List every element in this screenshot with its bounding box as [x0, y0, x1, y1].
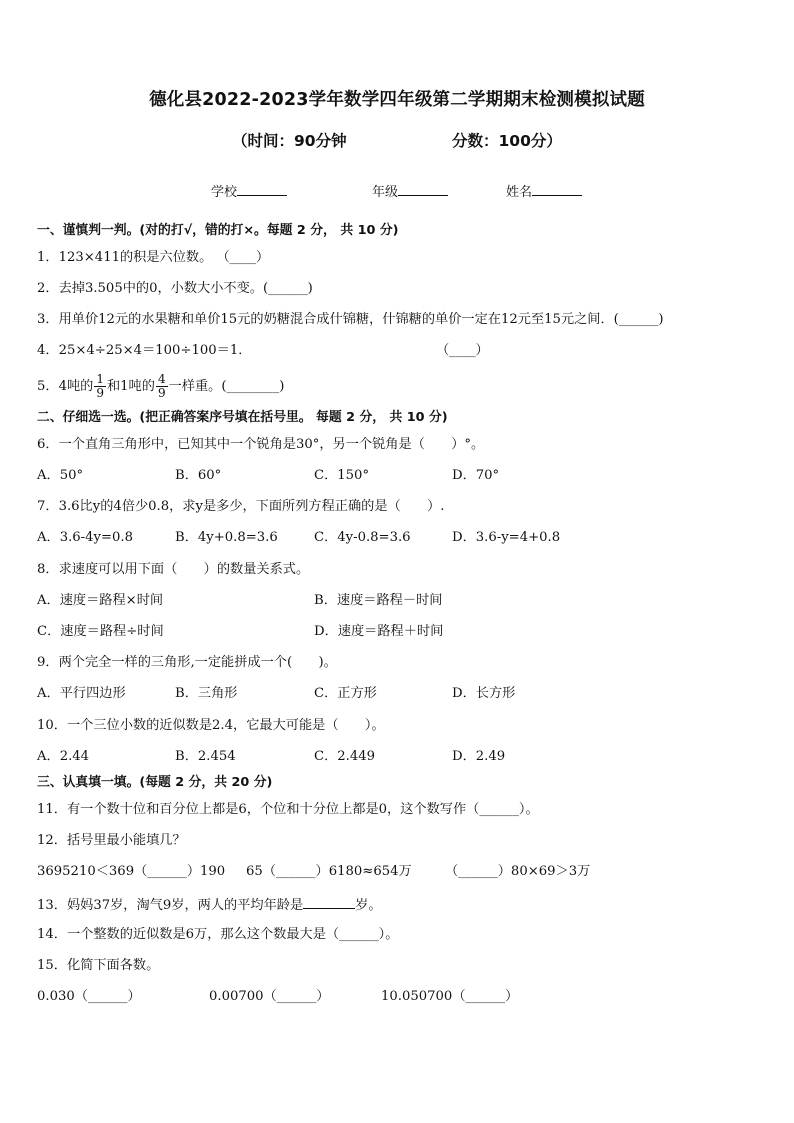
q6-option-d: D．70° [452, 468, 500, 483]
question-13 [37, 895, 382, 914]
name-label: 姓名 [506, 185, 533, 200]
q6-option-c: C．150° [314, 468, 370, 483]
q5-mid: 和1吨的 [106, 379, 155, 394]
q12-part-a: 3695210＜369（______）190 [37, 864, 226, 879]
q10-option-c: C．2.449 [314, 749, 376, 764]
question-15: 15．化简下面各数。 [37, 958, 160, 973]
q10-option-d: D．2.49 [452, 749, 506, 764]
q9-option-d: D．长方形 [452, 686, 516, 701]
q10-option-a: A．2.44 [37, 749, 90, 764]
question-4-answer: （____） [436, 343, 489, 358]
name-blank [532, 183, 582, 196]
fraction-denominator: 9 [96, 386, 104, 400]
page-title: 德化县2022-2023学年数学四年级第二学期期末检测模拟试题 [149, 90, 645, 110]
q12-part-b: 65（______）6180≈654万 [246, 864, 412, 879]
q6-option-a: A．50° [37, 468, 84, 483]
question-11: 11．有一个数十位和百分位上都是6，个位和十分位上都是0，这个数写作（______）。 [37, 802, 539, 817]
q8-option-b: B．速度＝路程－时间 [314, 593, 443, 608]
question-6: 6．一个直角三角形中，已知其中一个锐角是30°，另一个锐角是（ ）°。 [37, 437, 485, 452]
question-8: 8．求速度可以用下面（ ）的数量关系式。 [37, 562, 310, 577]
q7-option-c: C．4y-0.8=3.6 [314, 530, 411, 545]
q13-text: 13．妈妈37岁，淘气9岁，两人的平均年龄是 [37, 898, 304, 913]
fraction-one-ninth [94, 373, 106, 400]
q10-option-b: B．2.454 [175, 749, 236, 764]
fraction-numerator: 4 [157, 372, 166, 386]
school-label: 学校 [211, 185, 238, 200]
question-12: 12．括号里最小能填几？ [37, 833, 186, 848]
q7-option-b: B．4y+0.8=3.6 [175, 530, 278, 545]
grade-label: 年级 [372, 185, 399, 200]
q15-part-c: 10.050700（______） [381, 989, 519, 1004]
fraction-numerator: 1 [96, 372, 104, 386]
q6-option-b: B．60° [175, 468, 222, 483]
question-5 [37, 372, 284, 402]
school-field [211, 181, 287, 200]
q13-end: 岁。 [355, 898, 382, 913]
question-2: 2．去掉3.505中的0，小数大小不变。(______) [37, 281, 313, 296]
q5-end: 一样重。(________) [168, 379, 285, 394]
grade-blank [398, 183, 448, 196]
school-blank [237, 183, 287, 196]
q12-part-c: （______）80×69＞3万 [445, 864, 591, 879]
q8-option-d: D．速度＝路程＋时间 [314, 624, 444, 639]
section2-heading: 二、仔细选一选。(把正确答案序号填在括号里。 每题 2 分， 共 10 分) [37, 410, 448, 425]
question-10: 10．一个三位小数的近似数是2.4，它最大可能是（ ）。 [37, 718, 385, 733]
exam-time: （时间：90分钟 [232, 132, 347, 150]
q15-part-b: 0.00700（______） [209, 989, 330, 1004]
q8-option-a: A．速度＝路程×时间 [37, 593, 164, 608]
q7-option-a: A．3.6-4y=0.8 [37, 530, 134, 545]
q9-option-b: B．三角形 [175, 686, 238, 701]
grade-field [372, 181, 448, 200]
q8-option-c: C．速度＝路程÷时间 [37, 624, 164, 639]
q15-part-a: 0.030（______） [37, 989, 141, 1004]
question-9: 9．两个完全一样的三角形,一定能拼成一个( )。 [37, 655, 337, 670]
question-14: 14．一个整数的近似数是6万，那么这个数最大是（______）。 [37, 927, 399, 942]
exam-score: 分数：100分） [452, 132, 562, 150]
section1-heading: 一、谨慎判一判。(对的打√，错的打×。每题 2 分， 共 10 分) [37, 223, 399, 238]
q7-option-d: D．3.6-y=4+0.8 [452, 530, 561, 545]
fraction-denominator: 9 [157, 386, 166, 400]
section3-heading: 三、认真填一填。(每题 2 分，共 20 分) [37, 775, 273, 790]
q5-start: 5．4吨的 [37, 379, 94, 394]
q9-option-a: A．平行四边形 [37, 686, 126, 701]
question-3: 3．用单价12元的水果糖和单价15元的奶糖混合成什锦糖，什锦糖的单价一定在12元至15元之间．(______) [37, 312, 664, 327]
q9-option-c: C．正方形 [314, 686, 377, 701]
q13-answer-blank [303, 895, 355, 909]
name-field [506, 181, 582, 200]
question-7: 7．3.6比y的4倍少0.8，求y是多少，下面所列方程正确的是（ ）. [37, 499, 445, 514]
question-1: 1．123×411的积是六位数。 （____） [37, 250, 270, 265]
question-4: 4．25×4÷25×4＝100÷100＝1． [37, 343, 252, 358]
fraction-four-ninths [156, 373, 168, 400]
